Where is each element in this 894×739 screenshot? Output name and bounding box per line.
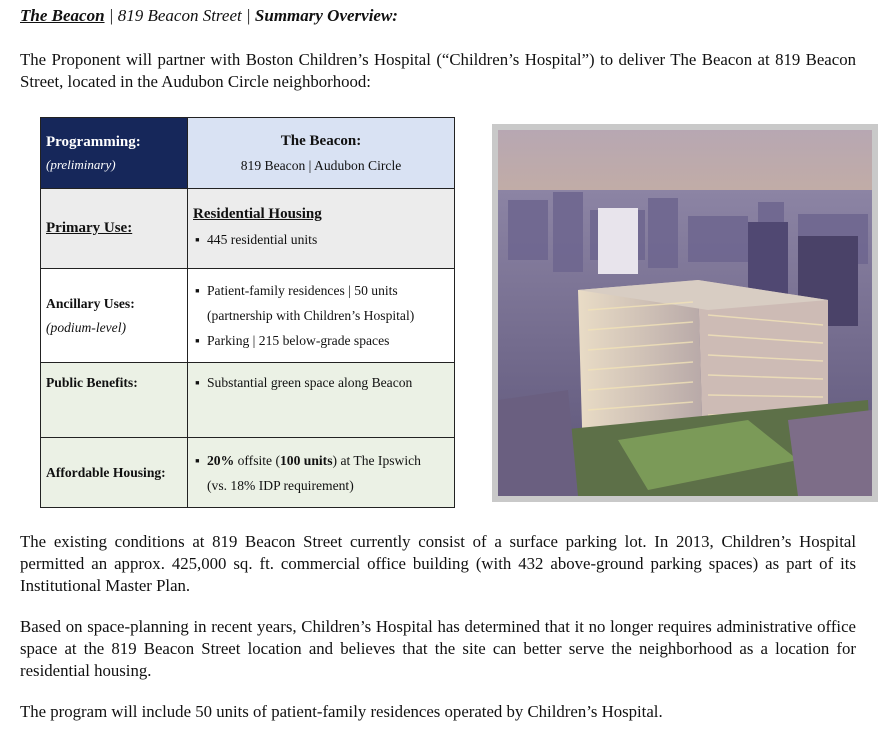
affordable-label-cell bbox=[41, 438, 188, 508]
rendering-illustration bbox=[498, 130, 872, 496]
podium-level-label: (podium-level) bbox=[46, 319, 127, 335]
green-space-item: ▪ Substantial green space along Beacon bbox=[193, 370, 449, 395]
public-benefits-label: Public Benefits: bbox=[46, 375, 138, 390]
table-header-left bbox=[41, 118, 188, 189]
program-paragraph: The program will include 50 units of patient-family residences operated by Children’s Hospital. bbox=[20, 702, 663, 721]
preliminary-label: (preliminary) bbox=[46, 156, 116, 172]
patient-family-item: ▪ Patient-family residences | 50 units bbox=[193, 278, 449, 303]
project-address: 819 Beacon Street bbox=[117, 6, 242, 25]
affordable-item bbox=[193, 448, 449, 473]
affordable-text: offsite ( bbox=[234, 452, 280, 468]
existing-conditions-paragraph: The existing conditions at 819 Beacon Street currently consist of a surface parking lot. In 2013, Children’s Hospital permitted an approx. 425,000 sq. ft. commercial office building (with 432 above-ground parking spaces) as part of its Institutional Master Plan. bbox=[20, 532, 856, 595]
intro-paragraph: The Proponent will partner with Boston Children’s Hospital (“Children’s Hospital”) to deliver The Beacon at 819 Beacon Street, located in the Audubon Circle neighborhood: bbox=[20, 50, 856, 91]
space-planning-paragraph: Based on space-planning in recent years, Children’s Hospital has determined that it no longer requires administrative office space at the 819 Beacon Street location and believes that the site can better serve the neighborhood as a location for residential housing. bbox=[20, 617, 856, 680]
primary-use-label-cell bbox=[41, 189, 188, 269]
public-benefits-label-cell bbox=[41, 363, 188, 438]
programming-table bbox=[40, 117, 455, 508]
primary-use-value-cell bbox=[188, 189, 455, 269]
section-title: Summary Overview: bbox=[254, 6, 398, 25]
beacon-title: The Beacon: bbox=[280, 132, 362, 149]
affordable-value-cell bbox=[188, 438, 455, 508]
page-heading bbox=[20, 6, 398, 26]
affordable-housing-label: Affordable Housing: bbox=[46, 464, 166, 480]
affordable-percent: 20% bbox=[207, 452, 235, 468]
public-benefits-value-cell bbox=[188, 363, 455, 438]
heading-separator: | bbox=[104, 6, 118, 25]
beacon-subtitle: 819 Beacon | Audubon Circle bbox=[240, 157, 402, 173]
table-header-right bbox=[188, 118, 455, 189]
programming-label: Programming: bbox=[46, 133, 141, 150]
affordable-location: ) at The Ipswich bbox=[332, 452, 421, 468]
partnership-note: (partnership with Children’s Hospital) bbox=[207, 308, 415, 323]
residential-units-item: ▪ 445 residential units bbox=[193, 227, 449, 252]
parking-item: ▪ Parking | 215 below-grade spaces bbox=[193, 328, 449, 353]
affordable-units: 100 units bbox=[280, 452, 333, 468]
idp-requirement-note: (vs. 18% IDP requirement) bbox=[207, 477, 354, 493]
building-rendering-image bbox=[492, 124, 878, 502]
ancillary-label-cell bbox=[41, 269, 188, 363]
heading-separator: | bbox=[241, 6, 255, 25]
residential-housing-heading: Residential Housing bbox=[193, 205, 322, 222]
ancillary-value-cell bbox=[188, 269, 455, 363]
project-name: The Beacon bbox=[20, 6, 105, 25]
primary-use-label: Primary Use: bbox=[46, 220, 133, 236]
ancillary-uses-label: Ancillary Uses: bbox=[46, 295, 135, 311]
